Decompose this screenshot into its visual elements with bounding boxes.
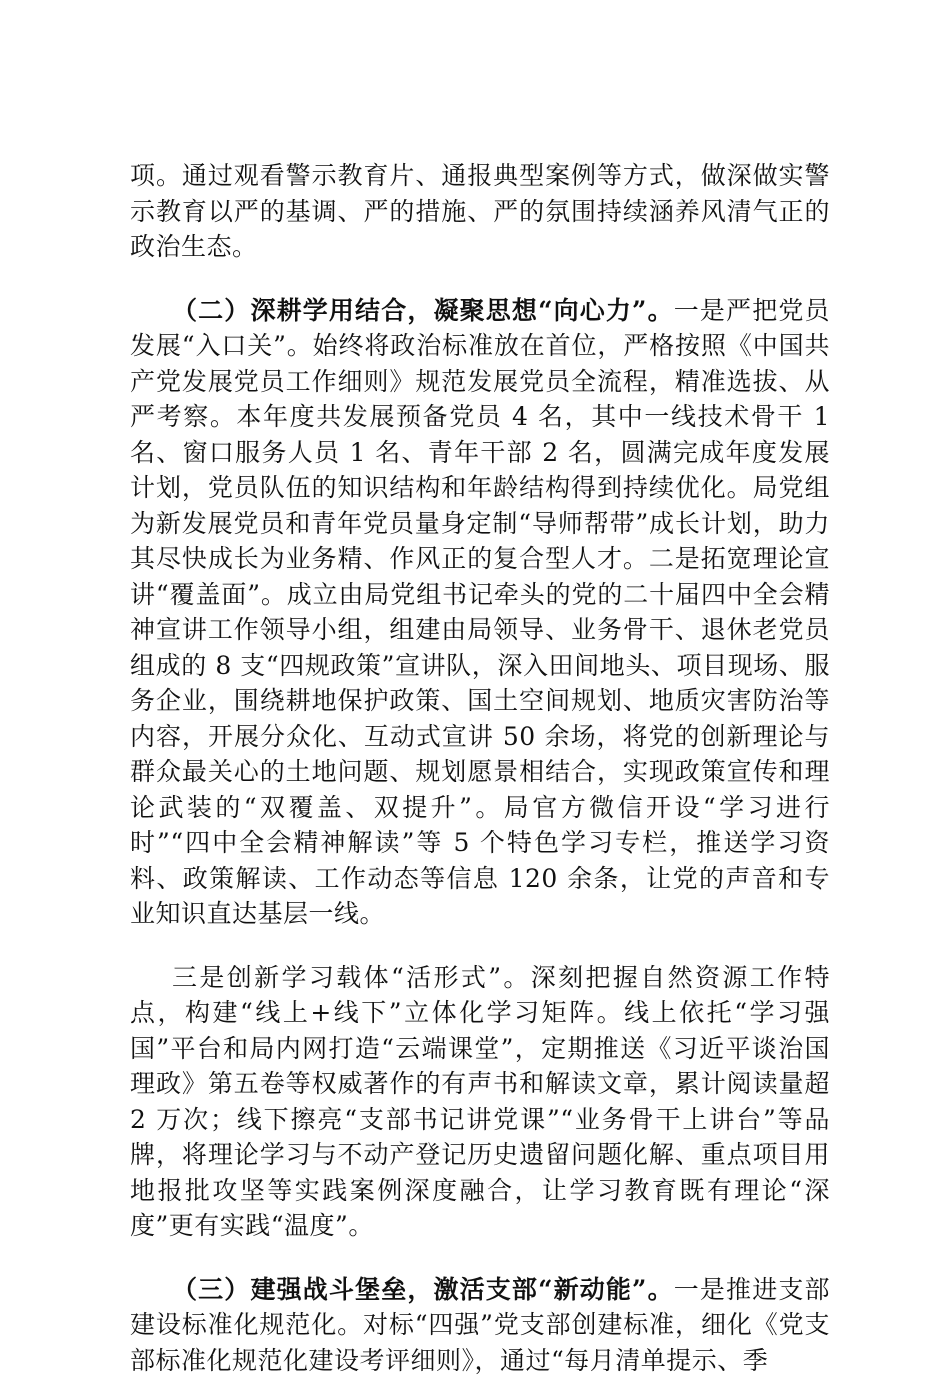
paragraph-4-text: 一是推进支部建设标准化规范化。对标“四强”党支部创建标准，细化《党支部标准化规范化建设考评细则》，通过“每月清单提示、季 [130, 1275, 830, 1375]
paragraph-1 [130, 158, 830, 265]
paragraph-2 [130, 293, 830, 932]
document-body [130, 158, 830, 1378]
section-2-heading: （二）深耕学用结合，凝聚思想“向心力”。 [172, 296, 674, 325]
section-3-heading: （三）建强战斗堡垒，激活支部“新动能”。 [172, 1275, 674, 1304]
paragraph-3 [130, 960, 830, 1244]
paragraph-4 [130, 1272, 830, 1378]
paragraph-1-text: 项。通过观看警示教育片、通报典型案例等方式，做深做实警示教育以严的基调、严的措施、严的氛围持续涵养风清气正的政治生态。 [130, 161, 830, 261]
paragraph-3-text: 三是创新学习载体“活形式”。深刻把握自然资源工作特点，构建“线上+线下”立体化学习矩阵。线上依托“学习强国”平台和局内网打造“云端课堂”，定期推送《习近平谈治国理政》第五卷等权威著作的有声书和解读文章，累计阅读量超 2 万次；线下擦亮“支部书记讲党课”“业务骨干上讲台”等品牌，将理论学习与不动产登记历史遗留问题化解、重点项目用地报批攻坚等实践案例深度融合，让学习教育既有理论“深度”更有实践“温度”。 [130, 963, 830, 1241]
paragraph-2-text: 一是严把党员发展“入口关”。始终将政治标准放在首位，严格按照《中国共产党发展党员工作细则》规范发展党员全流程，精准选拔、从严考察。本年度共发展预备党员 4 名，其中一线技术骨干 1 名、窗口服务人员 1 名、青年干部 2 名，圆满完成年度发展计划，党员队伍的知识结构和年龄结构得到持续优化。局党组为新发展党员和青年党员量身定制“导师帮带”成长计划，助力其尽快成长为业务精、作风正的复合型人才。二是拓宽理论宣讲“覆盖面”。成立由局党组书记牵头的党的二十届四中全会精神宣讲工作领导小组，组建由局领导、业务骨干、退休老党员组成的 8 支“四规政策”宣讲队，深入田间地头、项目现场、服务企业，围绕耕地保护政策、国土空间规划、地质灾害防治等内容，开展分众化、互动式宣讲 50 余场，将党的创新理论与群众最关心的土地问题、规划愿景相结合，实现政策宣传和理论武装的“双覆盖、双提升”。局官方微信开设“学习进行时”“四中全会精神解读”等 5 个特色学习专栏，推送学习资料、政策解读、工作动态等信息 120 余条，让党的声音和专业知识直达基层一线。 [130, 296, 830, 929]
